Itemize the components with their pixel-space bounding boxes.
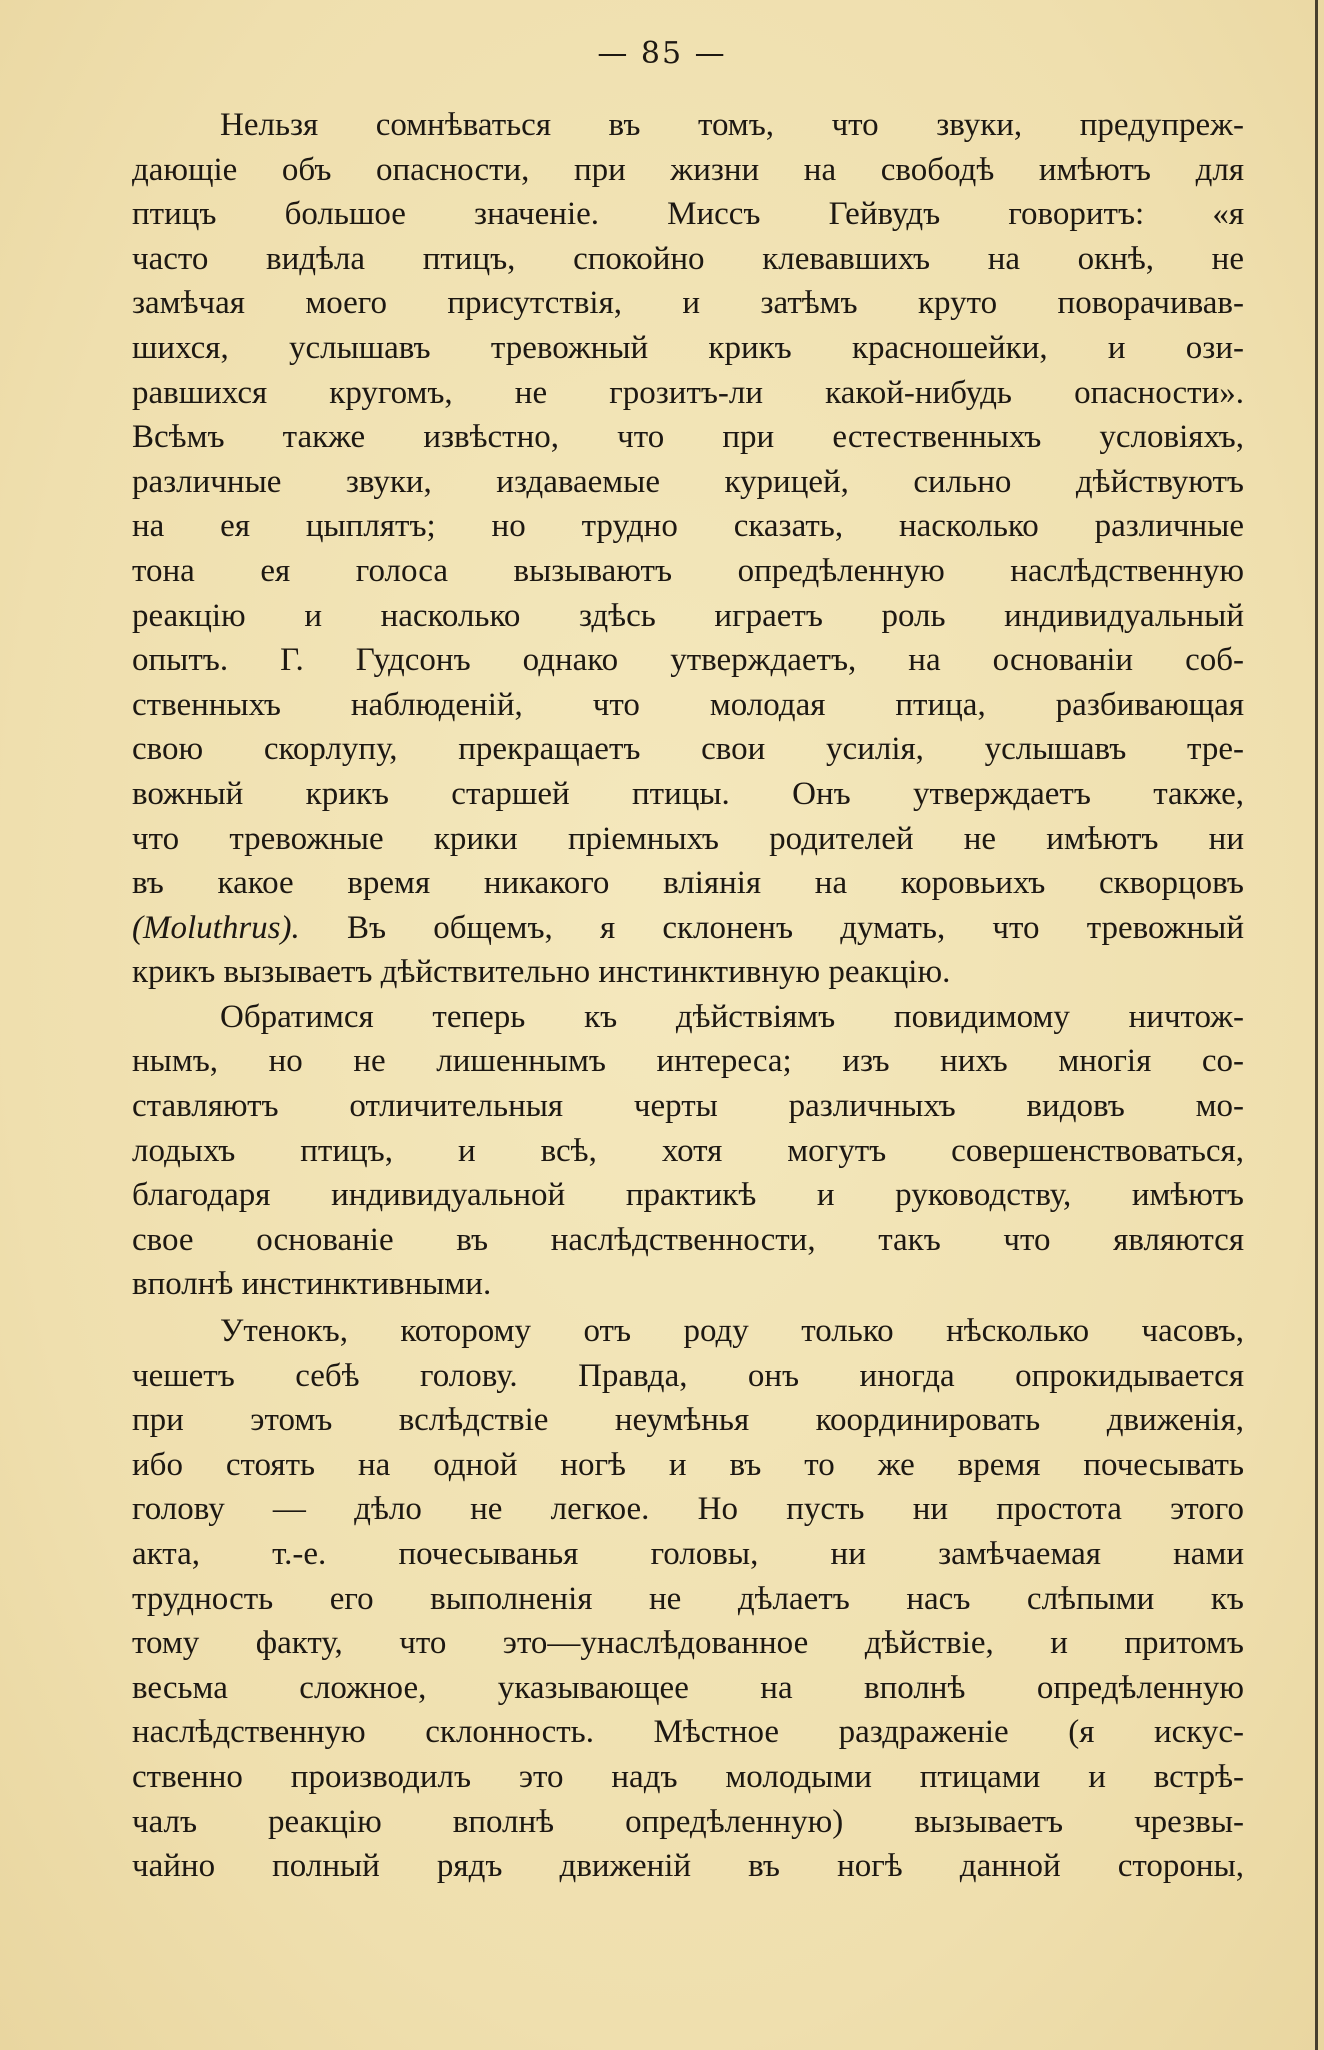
- text-line: тона ея голоса вызываютъ опредѣленную наслѣдственную: [132, 552, 1244, 589]
- text-line: ибо стоять на одной ногѣ и въ то же время почесывать: [132, 1446, 1244, 1483]
- body-text: [132, 103, 1244, 1889]
- text-line: свое основаніе въ наслѣдственности, такъ что являются: [132, 1221, 1244, 1258]
- text-line: часто видѣла птицъ, спокойно клевавшихъ на окнѣ, не: [132, 240, 1244, 277]
- text-line: равшихся кругомъ, не грозитъ-ли какой-нибудь опасности».: [132, 374, 1244, 411]
- text-line: тому факту, что это—унаслѣдованное дѣйствіе, и притомъ: [132, 1625, 1244, 1662]
- text-line: ставляютъ отличительныя черты различныхъ видовъ мо-: [132, 1088, 1244, 1125]
- text-line: благодаря индивидуальной практикѣ и руководству, имѣютъ: [132, 1177, 1244, 1214]
- text-line: акта, т.-е. почесыванья головы, ни замѣчаемая нами: [132, 1536, 1244, 1572]
- text-line: замѣчая моего присутствія, и затѣмъ круто поворачивав-: [132, 285, 1244, 322]
- text-line: дающіе объ опасности, при жизни на свободѣ имѣютъ для: [132, 151, 1244, 188]
- text-line: голову — дѣло не легкое. Но пусть ни простота этого: [132, 1491, 1244, 1528]
- text-line: Нельзя сомнѣваться въ томъ, что звуки, предупреж-: [220, 107, 1244, 143]
- text-line: Утенокъ, которому отъ роду только нѣсколько часовъ,: [220, 1313, 1244, 1350]
- page-number: — 85 —: [597, 36, 727, 71]
- text-line: вожный крикъ старшей птицы. Онъ утверждаетъ также,: [132, 775, 1244, 812]
- text-line: чайно полный рядъ движеній въ ногѣ данной стороны,: [132, 1848, 1244, 1885]
- text-line: наслѣдственную склонность. Мѣстное раздраженіе (я искус-: [132, 1714, 1244, 1751]
- text-line: въ какое время никакого вліянія на коровьихъ скворцовъ: [132, 865, 1244, 902]
- text-line: лодыхъ птицъ, и всѣ, хотя могутъ совершенствоваться,: [132, 1132, 1244, 1169]
- paragraph-2: [132, 995, 1244, 1307]
- text-line: птицъ большое значеніе. Миссъ Гейвудъ говоритъ: «я: [132, 196, 1244, 233]
- text-line: ственно производилъ это надъ молодыми птицами и встрѣ-: [132, 1758, 1244, 1795]
- paragraph-1: [132, 103, 1244, 995]
- text-line: шихся, услышавъ тревожный крикъ красношейки, и ози-: [132, 329, 1244, 366]
- text-line: реакцію и насколько здѣсь играетъ роль индивидуальный: [132, 597, 1244, 634]
- text-line: нымъ, но не лишеннымъ интереса; изъ нихъ многія со-: [132, 1043, 1244, 1080]
- text-line: на ея цыплятъ; но трудно сказать, насколько различные: [132, 508, 1244, 545]
- text-line: крикъ вызываетъ дѣйствительно инстинктивную реакцію.: [132, 954, 951, 991]
- text-line: при этомъ вслѣдствіе неумѣнья координировать движенія,: [132, 1402, 1244, 1439]
- text-line: трудность его выполненія не дѣлаетъ насъ слѣпыми къ: [132, 1580, 1244, 1617]
- text-line: (Moluthrus). Въ общемъ, я склоненъ думать, что тревожный: [132, 909, 1244, 946]
- text-line: опытъ. Г. Гудсонъ однако утверждаетъ, на основаніи соб-: [132, 642, 1244, 679]
- text-line: весьма сложное, указывающее на вполнѣ опредѣленную: [132, 1669, 1244, 1706]
- text-line: что тревожные крики пріемныхъ родителей не имѣютъ ни: [132, 820, 1244, 857]
- text-line: ственныхъ наблюденій, что молодая птица, разбивающая: [132, 686, 1244, 723]
- text-line: Всѣмъ также извѣстно, что при естественныхъ условіяхъ,: [132, 419, 1244, 456]
- text-line: Обратимся теперь къ дѣйствіямъ повидимому ничтож-: [220, 998, 1244, 1035]
- paragraph-3: [132, 1309, 1244, 1889]
- text-line: различные звуки, издаваемые курицей, сильно дѣйствуютъ: [132, 463, 1244, 500]
- text-line: свою скорлупу, прекращаетъ свои усилія, услышавъ тре-: [132, 731, 1244, 768]
- text-line: чалъ реакцію вполнѣ опредѣленную) вызываетъ чрезвы-: [132, 1803, 1244, 1840]
- text-line: чешетъ себѣ голову. Правда, онъ иногда опрокидывается: [132, 1357, 1244, 1394]
- page-edge-shadow: [1315, 0, 1318, 2050]
- text-line: вполнѣ инстинктивными.: [132, 1266, 492, 1303]
